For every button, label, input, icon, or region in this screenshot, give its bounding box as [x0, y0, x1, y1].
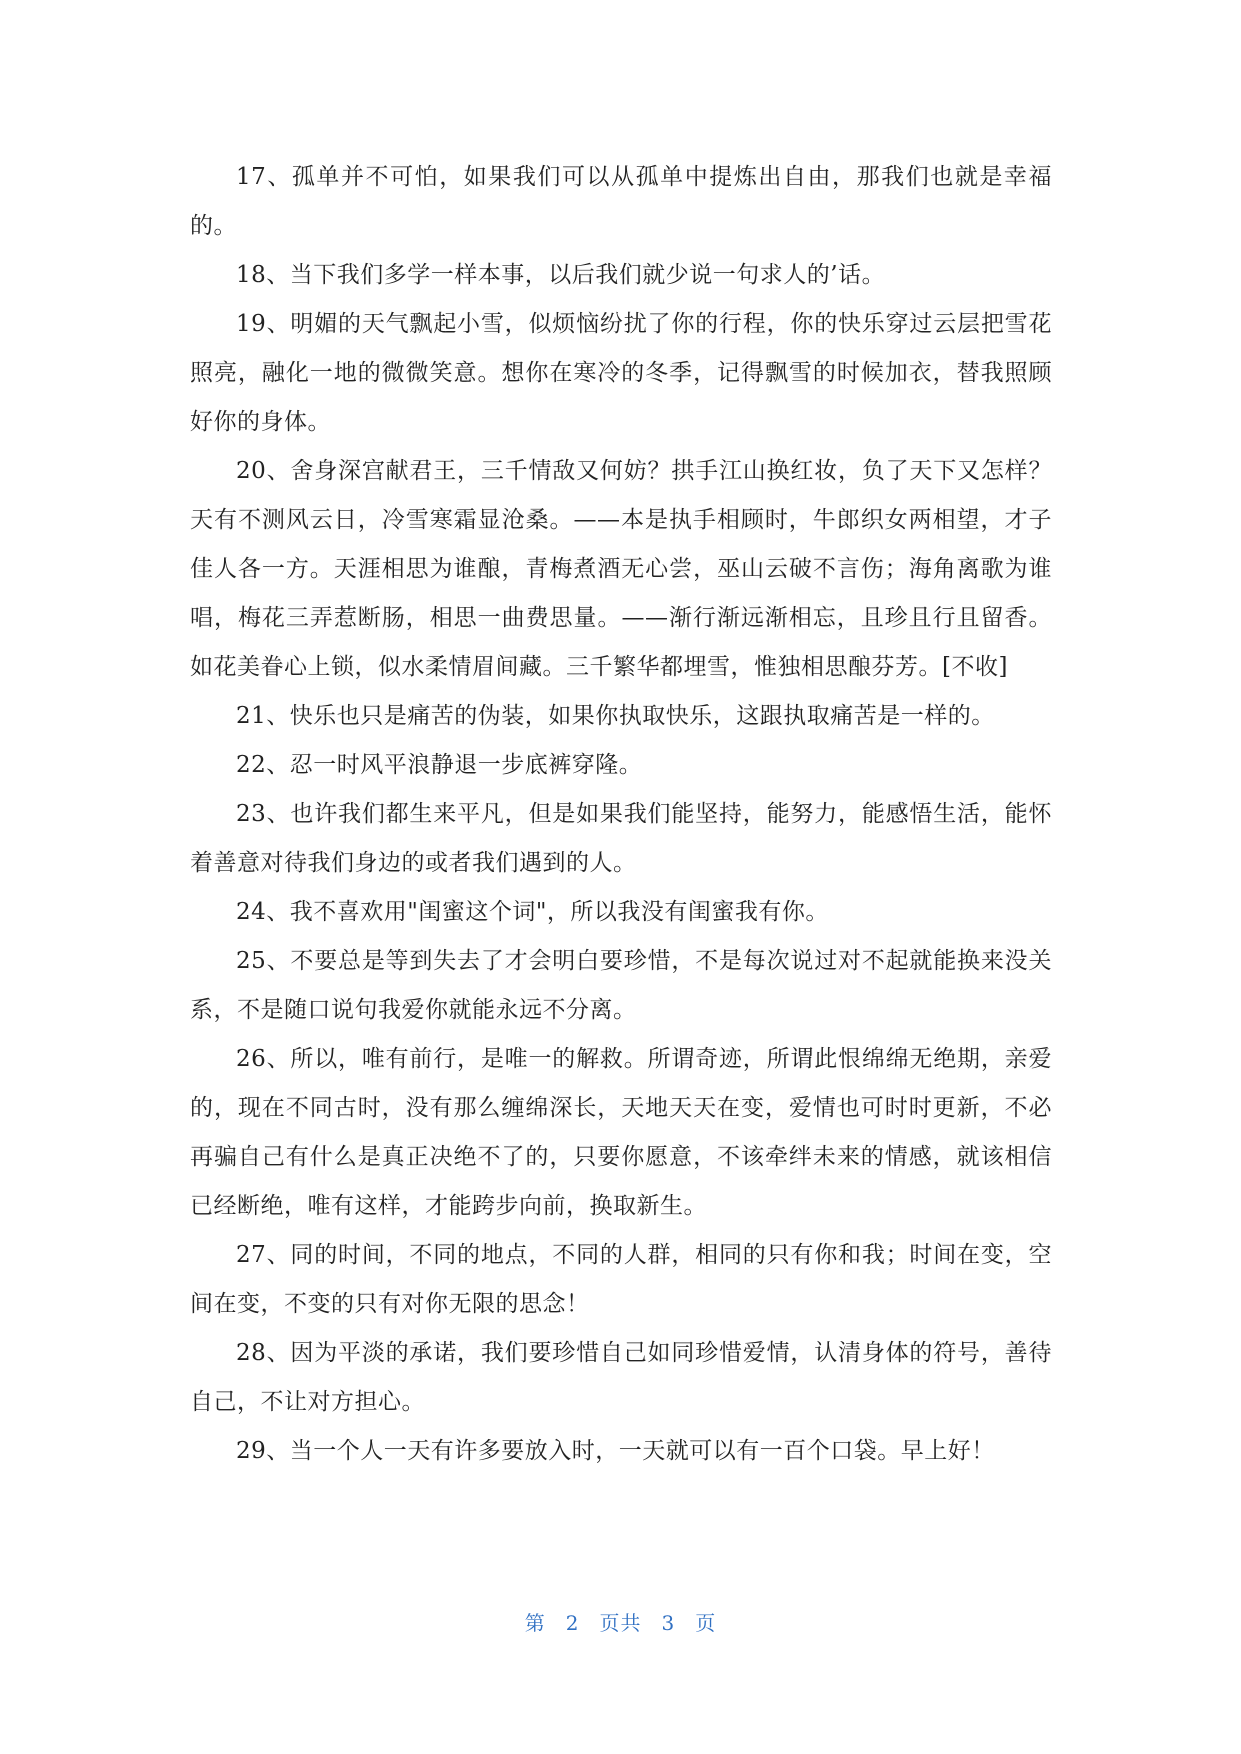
paragraph-29: 29、当一个人一天有许多要放入时，一天就可以有一百个口袋。早上好！ [236, 1438, 995, 1464]
document-body [190, 153, 1052, 1476]
paragraph-26: 26、所以，唯有前行，是唯一的解救。所谓奇迹，所谓此恨绵绵无绝期，亲爱的，现在不同古时，没有那么缠绵深长，天地天天在变，爱情也可时时更新，不必再骗自己有什么是真正决绝不了的，只要你愿意，不该牵绊未来的情感，就该相信已经断绝，唯有这样，才能跨步向前，换取新生。 [190, 1046, 1052, 1219]
page-footer [0, 1607, 1241, 1636]
paragraph-22: 22、忍一时风平浪静退一步底裤穿隆。 [236, 752, 643, 778]
paragraph-18: 18、当下我们多学一样本事，以后我们就少说一句求人的’话。 [236, 262, 886, 288]
paragraph-19: 19、明媚的天气飘起小雪，似烦恼纷扰了你的行程，你的快乐穿过云层把雪花照亮，融化一地的微微笑意。想你在寒冷的冬季，记得飘雪的时候加衣，替我照顾好你的身体。 [190, 311, 1052, 435]
footer-total-pages: 3 [661, 1611, 676, 1635]
footer-middle: 页共 [599, 1611, 642, 1635]
footer-prefix: 第 [524, 1611, 546, 1635]
paragraph-24: 24、我不喜欢用"闺蜜这个词"，所以我没有闺蜜我有你。 [236, 899, 829, 925]
paragraph-23: 23、也许我们都生来平凡，但是如果我们能坚持，能努力，能感悟生活，能怀着善意对待我们身边的或者我们遇到的人。 [190, 801, 1052, 876]
paragraph-21: 21、快乐也只是痛苦的伪装，如果你执取快乐，这跟执取痛苦是一样的。 [236, 703, 995, 729]
paragraph-28: 28、因为平淡的承诺，我们要珍惜自己如同珍惜爱情，认清身体的符号，善待自己，不让对方担心。 [190, 1340, 1052, 1415]
paragraph-17: 17、孤单并不可怕，如果我们可以从孤单中提炼出自由，那我们也就是幸福的。 [190, 164, 1052, 239]
footer-suffix: 页 [695, 1611, 717, 1635]
paragraph-20: 20、舍身深宫献君王，三千情敌又何妨？拱手江山换红妆，负了天下又怎样？天有不测风云日，冷雪寒霜显沧桑。——本是执手相顾时，牛郎织女两相望，才子佳人各一方。天涯相思为谁酿，青梅煮酒无心尝，巫山云破不言伤；海角离歌为谁唱，梅花三弄惹断肠，相思一曲费思量。——渐行渐远渐相忘，且珍且行且留香。如花美眷心上锁，似水柔情眉间藏。三千繁华都埋雪，惟独相思酿芬芳。[不收] [190, 458, 1052, 680]
footer-current-page: 2 [565, 1611, 580, 1635]
paragraph-25: 25、不要总是等到失去了才会明白要珍惜，不是每次说过对不起就能换来没关系，不是随口说句我爱你就能永远不分离。 [190, 948, 1052, 1023]
paragraph-27: 27、同的时间，不同的地点，不同的人群，相同的只有你和我；时间在变，空间在变，不变的只有对你无限的思念！ [190, 1242, 1052, 1317]
